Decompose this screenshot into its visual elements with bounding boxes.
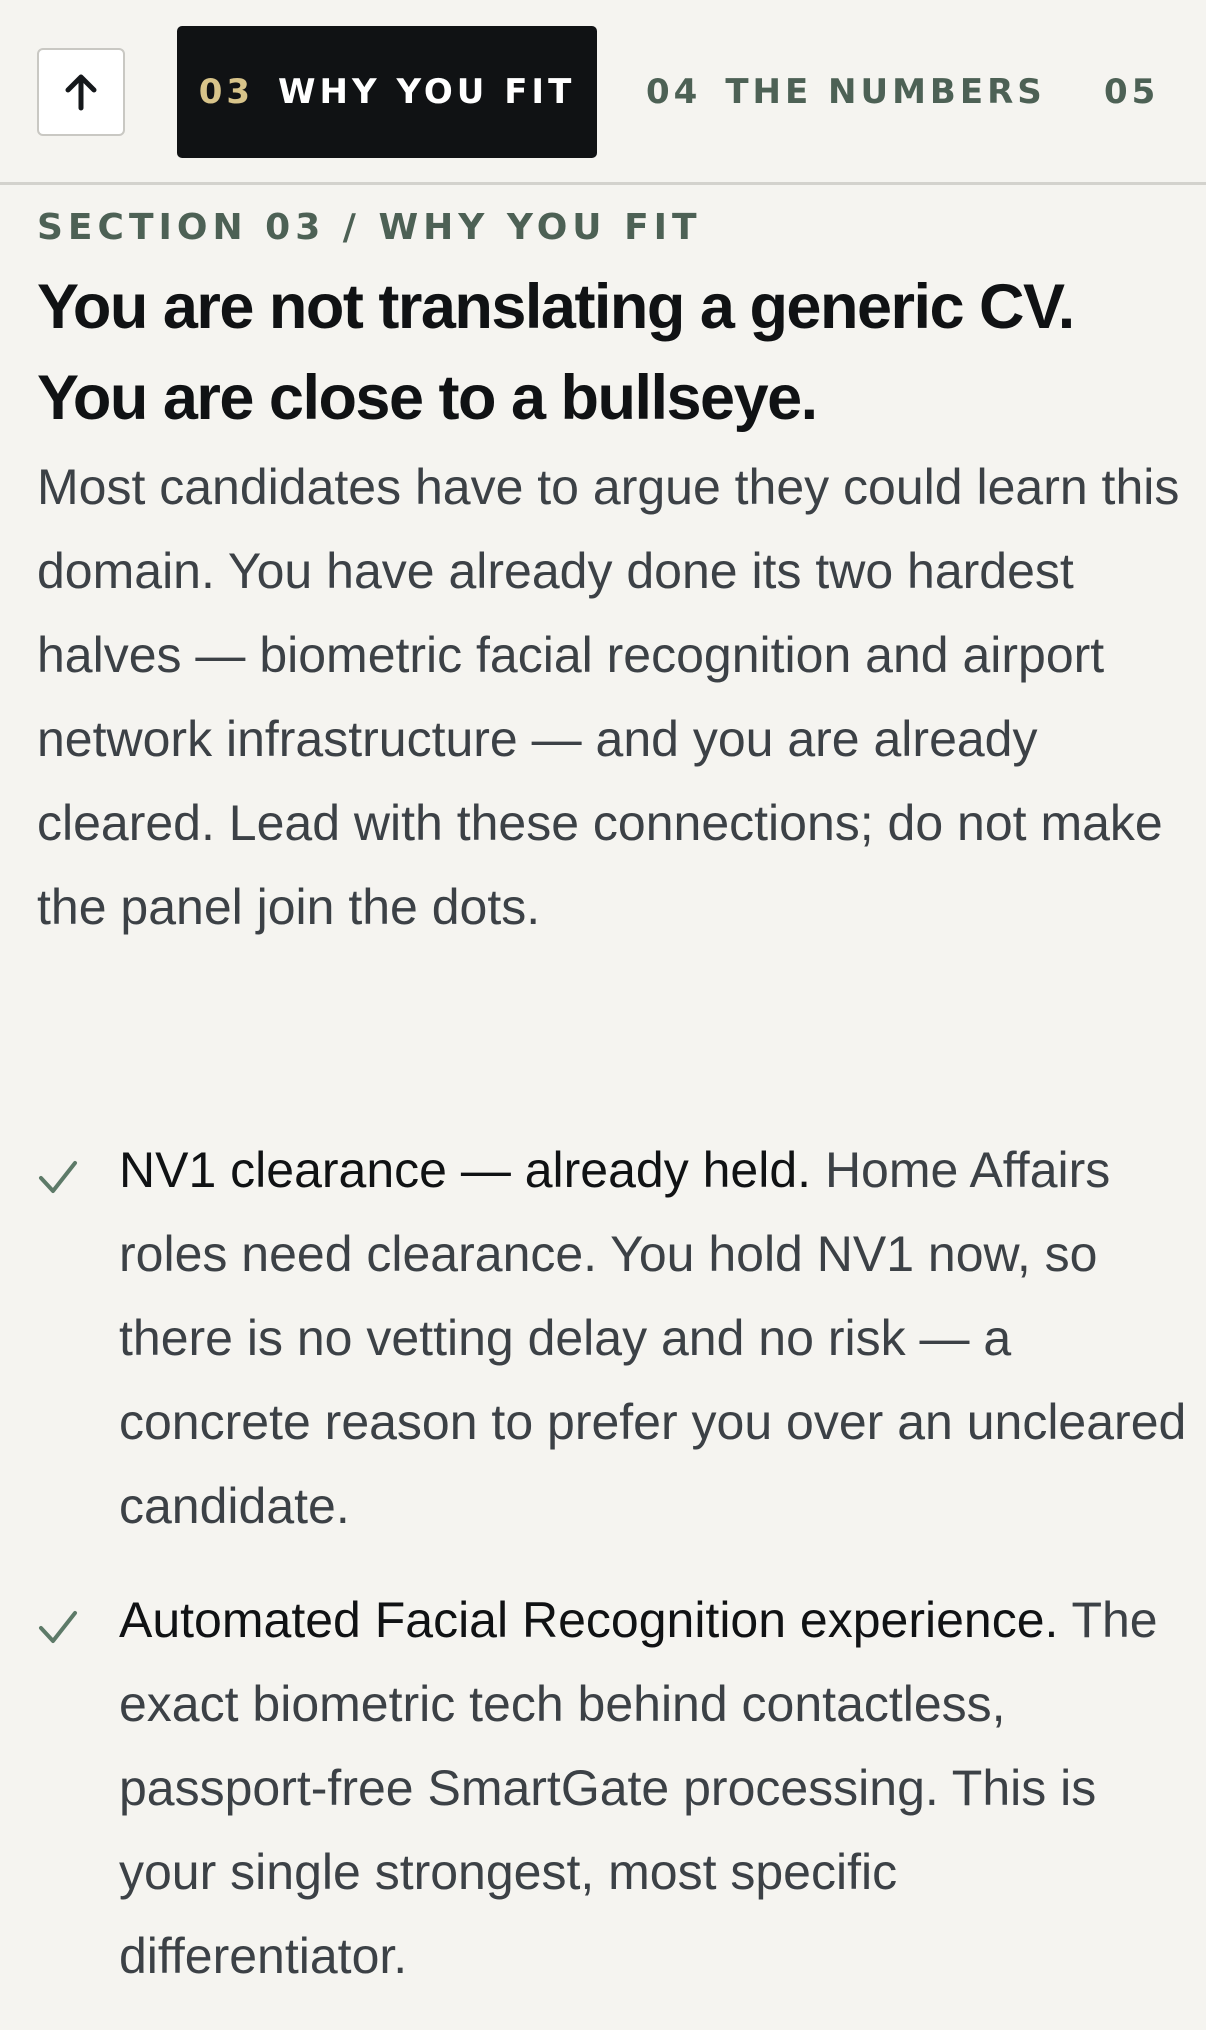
tab-number: 03 [198, 72, 255, 112]
tab-the-numbers[interactable] [646, 26, 1046, 158]
fit-point-body: Home Affairs roles need clearance. You hold NV1 now, so there is no vetting delay and no risk — a concrete reason to prefer you over an uncleared candidate. [119, 1142, 1187, 1534]
section-nav-bar [0, 0, 1206, 185]
check-icon [37, 1156, 79, 1198]
check-icon [37, 1606, 79, 1648]
intro-paragraph: Most candidates have to argue they could learn this domain. You have already done its two hardest halves — biometric facial recognition and airport network infrastructure — and you are already cleared. Lead with these connections; do not make the panel join the dots. [37, 459, 1180, 935]
arrow-up-icon [64, 73, 98, 111]
fit-point-lead: Automated Facial Recognition experience. [119, 1592, 1059, 1648]
list-item [37, 1578, 1187, 1998]
tab-number: 04 [646, 72, 702, 112]
fit-point-body: The exact biometric tech behind contactless, passport-free SmartGate processing. This is your single strongest, most specific differentiator. [119, 1592, 1158, 1984]
headline-line-1: You are not translating a generic CV. [37, 272, 1074, 342]
headline-line-2: You are close to a bullseye. [37, 363, 817, 433]
tab-label: THE NUMBERS [725, 72, 1046, 112]
tab-label: WHY YOU FIT [278, 72, 576, 112]
tab-05[interactable] [1104, 26, 1159, 158]
tab-number: 05 [1104, 72, 1160, 112]
page-title [37, 262, 1187, 444]
back-to-top-button[interactable] [37, 48, 125, 136]
tab-why-you-fit[interactable] [177, 26, 597, 158]
section-eyebrow: SECTION 03 / WHY YOU FIT [37, 207, 702, 248]
fit-points-list [37, 1128, 1187, 2028]
fit-point-lead: NV1 clearance — already held. [119, 1142, 812, 1198]
list-item [37, 1128, 1187, 1548]
